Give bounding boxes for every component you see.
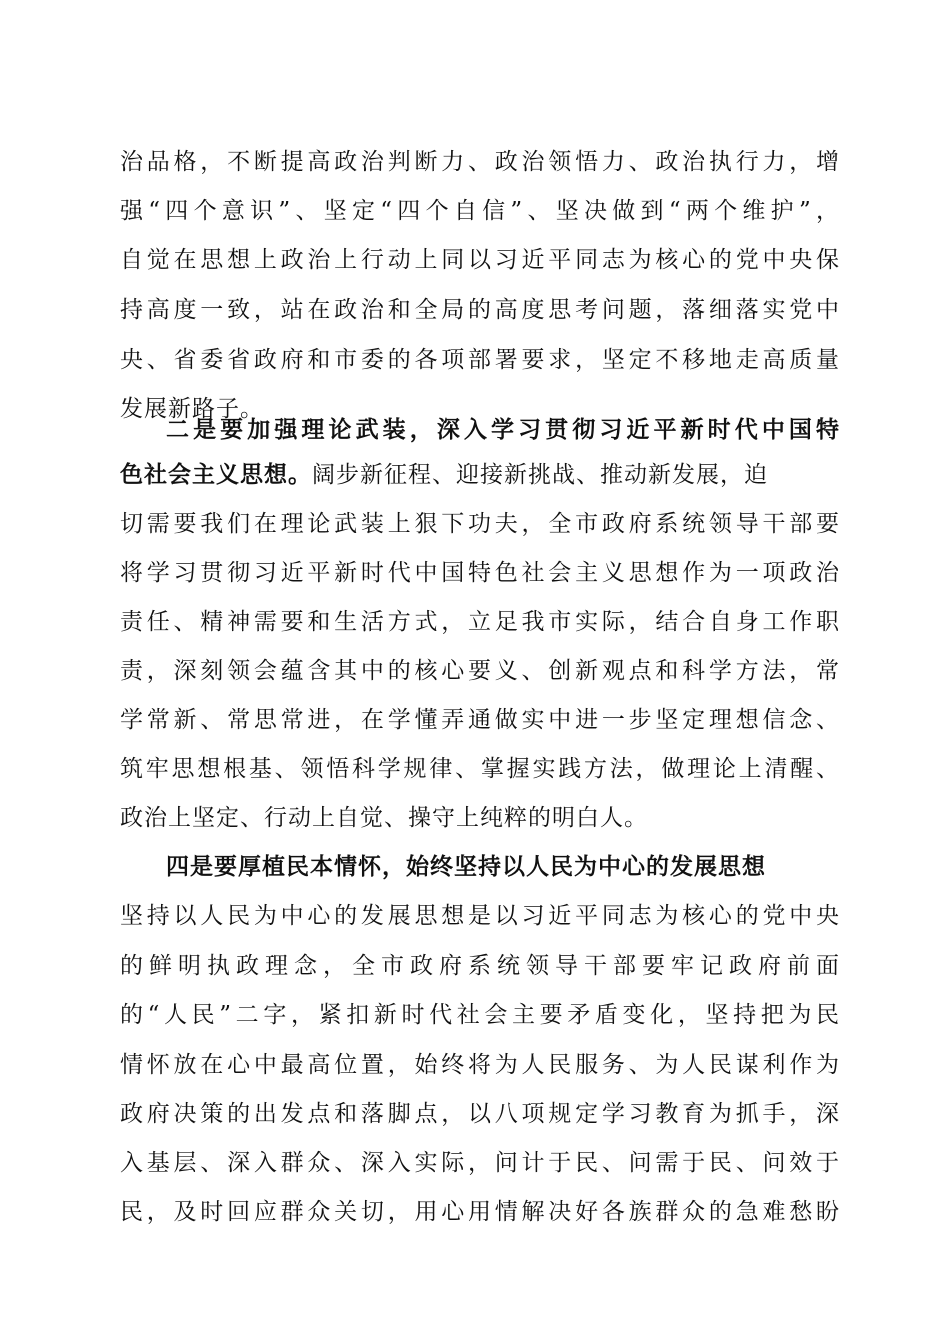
section-heading: 二是要加强理论武装，深入学习贯彻习近平新时代中国特 [166,416,840,443]
text-line: 坚持以人民为中心的发展思想是以习近平同志为核心的党中央 [120,903,840,929]
text-line: 入基层、深入群众、深入实际，问计于民、问需于民、问效于 [120,1150,840,1176]
text-line-mixed [120,453,840,497]
text-line: 筑牢思想根基、领悟科学规律、掌握实践方法，做理论上清醒、 [120,756,840,782]
text-line: 切需要我们在理论武装上狠下功夫，全市政府系统领导干部要 [120,511,840,537]
text-line: 政治上坚定、行动上自觉、操守上纯粹的明白人。 [120,805,648,831]
text-line: 民，及时回应群众关切，用心用情解决好各族群众的急难愁盼 [120,1199,840,1225]
section-heading-tail: 色社会主义思想。 [120,461,312,488]
text-line: 持高度一致，站在政治和全局的高度思考问题，落细落实党中 [120,297,840,323]
text-span: 阔步新征程、迎接新挑战、推动新发展，迫 [312,462,768,488]
text-line: 的“人民”二字，紧扣新时代社会主要矛盾变化，坚持把为民 [120,1002,840,1028]
text-line: 自觉在思想上政治上行动上同以习近平同志为核心的党中央保 [120,247,840,273]
text-line: 发展新路子。 [120,396,264,422]
text-line: 政府决策的出发点和落脚点，以八项规定学习教育为抓手，深 [120,1101,840,1127]
text-line: 将学习贯彻习近平新时代中国特色社会主义思想作为一项政治 [120,560,840,586]
text-line: 央、省委省政府和市委的各项部署要求，坚定不移地走高质量 [120,347,840,373]
text-line: 责任、精神需要和生活方式，立足我市实际，结合自身工作职 [120,609,840,635]
text-line: 情怀放在心中最高位置，始终将为人民服务、为人民谋利作为 [120,1052,840,1078]
text-line: 治品格，不断提高政治判断力、政治领悟力、政治执行力，增 [120,149,840,175]
text-line: 学常新、常思常进，在学懂弄通做实中进一步坚定理想信念、 [120,707,840,733]
text-line: 责，深刻领会蕴含其中的核心要义、创新观点和科学方法，常 [120,658,840,684]
text-line: 的鲜明执政理念，全市政府系统领导干部要牢记政府前面 [120,953,840,979]
text-line: 强“四个意识”、坚定“四个自信”、坚决做到“两个维护”， [120,198,840,224]
section-heading: 四是要厚植民本情怀，始终坚持以人民为中心的发展思想 [166,853,766,880]
